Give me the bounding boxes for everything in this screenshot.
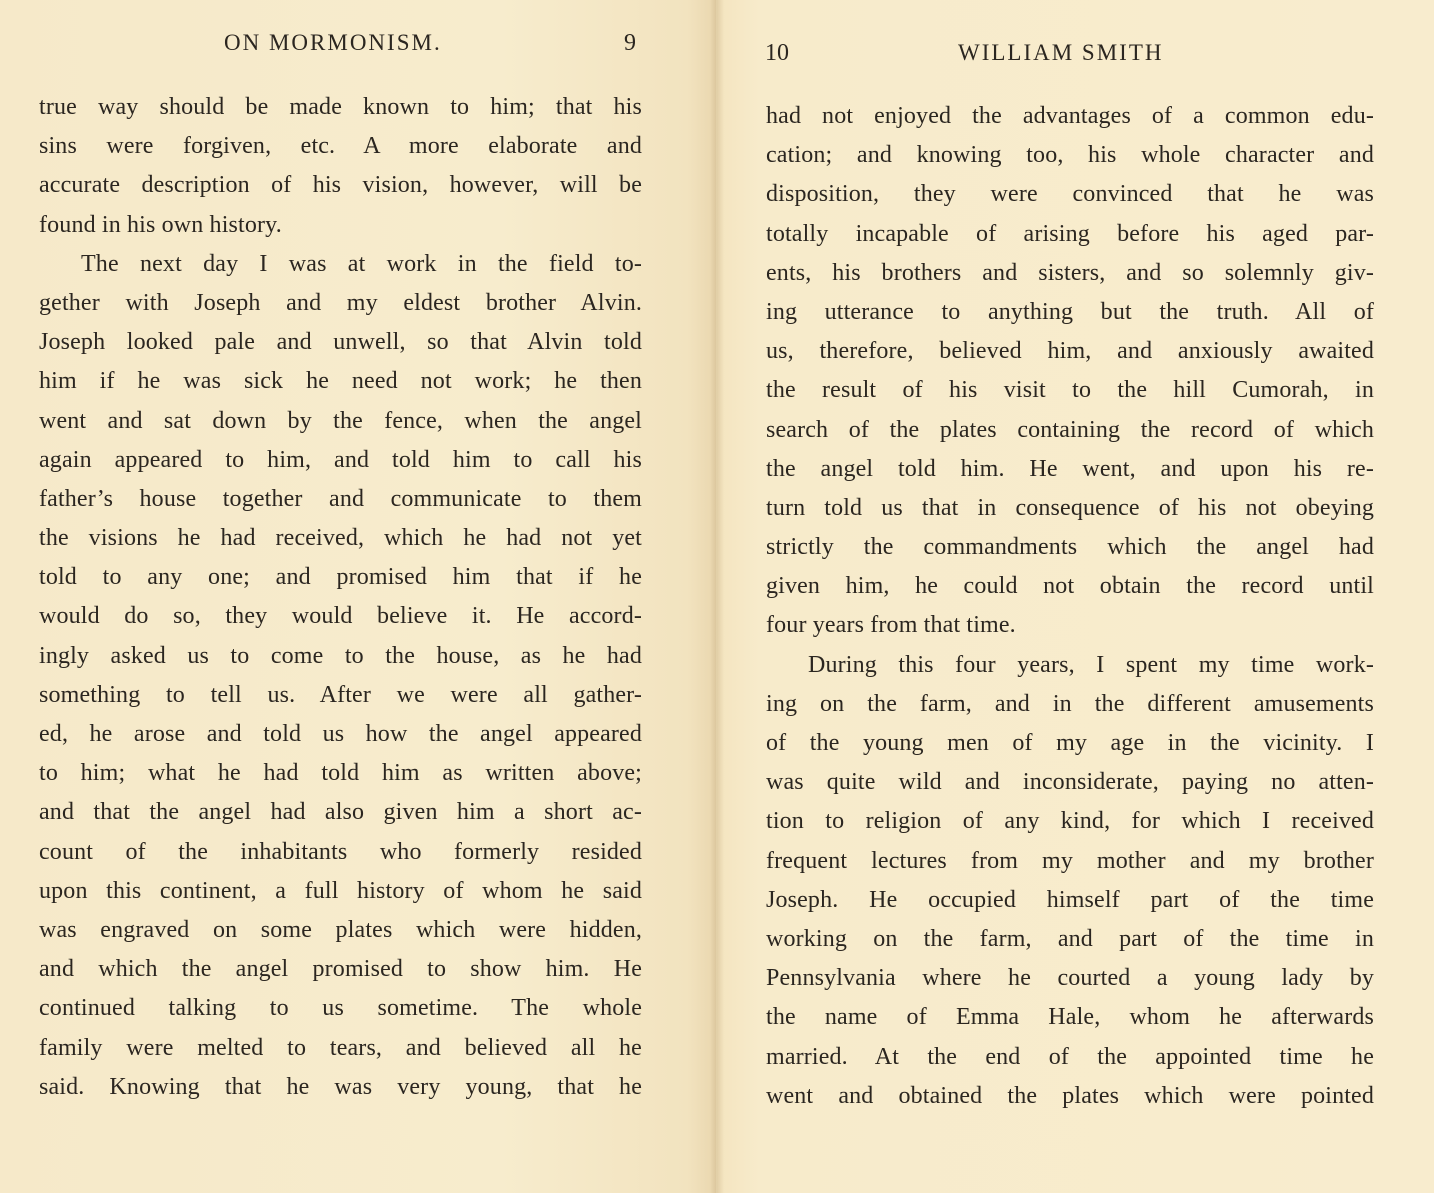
- text-line: would do so, they would believe it. He accord-: [39, 603, 642, 630]
- right-page-number: 10: [765, 40, 789, 66]
- left-running-head: ON MORMONISM.: [224, 30, 442, 55]
- text-line: father’s house together and communicate to them: [39, 485, 642, 512]
- right-running-head: WILLIAM SMITH: [958, 40, 1164, 65]
- text-line: family were melted to tears, and believed all he: [39, 1034, 642, 1061]
- text-line: accurate description of his vision, however, will be: [39, 172, 642, 199]
- text-line: and that the angel had also given him a short ac-: [39, 799, 642, 826]
- text-line: the result of his visit to the hill Cumorah, in: [766, 377, 1374, 404]
- text-line: went and obtained the plates which were pointed: [766, 1082, 1374, 1109]
- book-gutter: [710, 0, 724, 1193]
- text-line: disposition, they were convinced that he was: [766, 181, 1374, 208]
- text-line: was engraved on some plates which were hidden,: [39, 916, 642, 943]
- text-line: went and sat down by the fence, when the angel: [39, 407, 642, 434]
- text-line: us, therefore, believed him, and anxiously awaited: [766, 338, 1374, 365]
- text-line: upon this continent, a full history of whom he said: [39, 877, 642, 904]
- text-line: Joseph looked pale and unwell, so that Alvin told: [39, 329, 642, 356]
- left-page-number: 9: [624, 30, 636, 56]
- text-line: strictly the commandments which the angel had: [766, 534, 1374, 561]
- text-line: ing on the farm, and in the different amusements: [766, 690, 1374, 717]
- text-line: During this four years, I spent my time work-: [808, 651, 1374, 678]
- text-line: ingly asked us to come to the house, as he had: [39, 642, 642, 669]
- right-page: [716, 0, 1434, 1193]
- text-line: search of the plates containing the record of which: [766, 416, 1374, 443]
- text-line: and which the angel promised to show him. He: [39, 956, 642, 983]
- text-line: ents, his brothers and sisters, and so solemnly giv-: [766, 259, 1374, 286]
- text-line: again appeared to him, and told him to call his: [39, 446, 642, 473]
- text-line: count of the inhabitants who formerly resided: [39, 838, 642, 865]
- text-line: The next day I was at work in the field to-: [81, 250, 642, 277]
- text-line: Pennsylvania where he courted a young lady by: [766, 965, 1374, 992]
- text-line: given him, he could not obtain the record until: [766, 573, 1374, 600]
- right-page-text: [766, 97, 1374, 1116]
- text-line: true way should be made known to him; that his: [39, 94, 642, 120]
- text-line: was quite wild and inconsiderate, paying no atten-: [766, 769, 1374, 796]
- text-line: working on the farm, and part of the time in: [766, 925, 1374, 952]
- text-line: him if he was sick he need not work; he then: [39, 368, 642, 395]
- text-line: tion to religion of any kind, for which I received: [766, 808, 1374, 835]
- text-line: cation; and knowing too, his whole character and: [766, 142, 1374, 169]
- text-line: turn told us that in consequence of his not obeying: [766, 494, 1374, 521]
- text-line: to him; what he had told him as written above;: [39, 760, 642, 787]
- left-page-text: [39, 88, 642, 1107]
- text-line: frequent lectures from my mother and my brother: [766, 847, 1374, 874]
- text-line: ed, he arose and told us how the angel appeared: [39, 721, 642, 747]
- text-line: found in his own history.: [39, 211, 282, 238]
- text-line: gether with Joseph and my eldest brother Alvin.: [39, 289, 642, 316]
- text-line: continued talking to us sometime. The whole: [39, 995, 642, 1022]
- left-page: [0, 0, 716, 1193]
- text-line: had not enjoyed the advantages of a common edu-: [766, 103, 1374, 129]
- text-line: married. At the end of the appointed time he: [766, 1043, 1374, 1070]
- text-line: sins were forgiven, etc. A more elaborate and: [39, 133, 642, 160]
- text-line: told to any one; and promised him that if he: [39, 564, 642, 591]
- text-line: totally incapable of arising before his aged par-: [766, 220, 1374, 247]
- text-line: something to tell us. After we were all gather-: [39, 681, 642, 708]
- text-line: the visions he had received, which he had not yet: [39, 525, 642, 552]
- text-line: the angel told him. He went, and upon his re-: [766, 455, 1374, 482]
- text-line: said. Knowing that he was very young, that he: [39, 1073, 642, 1100]
- text-line: Joseph. He occupied himself part of the time: [766, 886, 1374, 913]
- text-line: of the young men of my age in the vicinity. I: [766, 730, 1374, 756]
- text-line: the name of Emma Hale, whom he afterwards: [766, 1004, 1374, 1031]
- text-line: ing utterance to anything but the truth. All of: [766, 298, 1374, 325]
- text-line: four years from that time.: [766, 612, 1016, 639]
